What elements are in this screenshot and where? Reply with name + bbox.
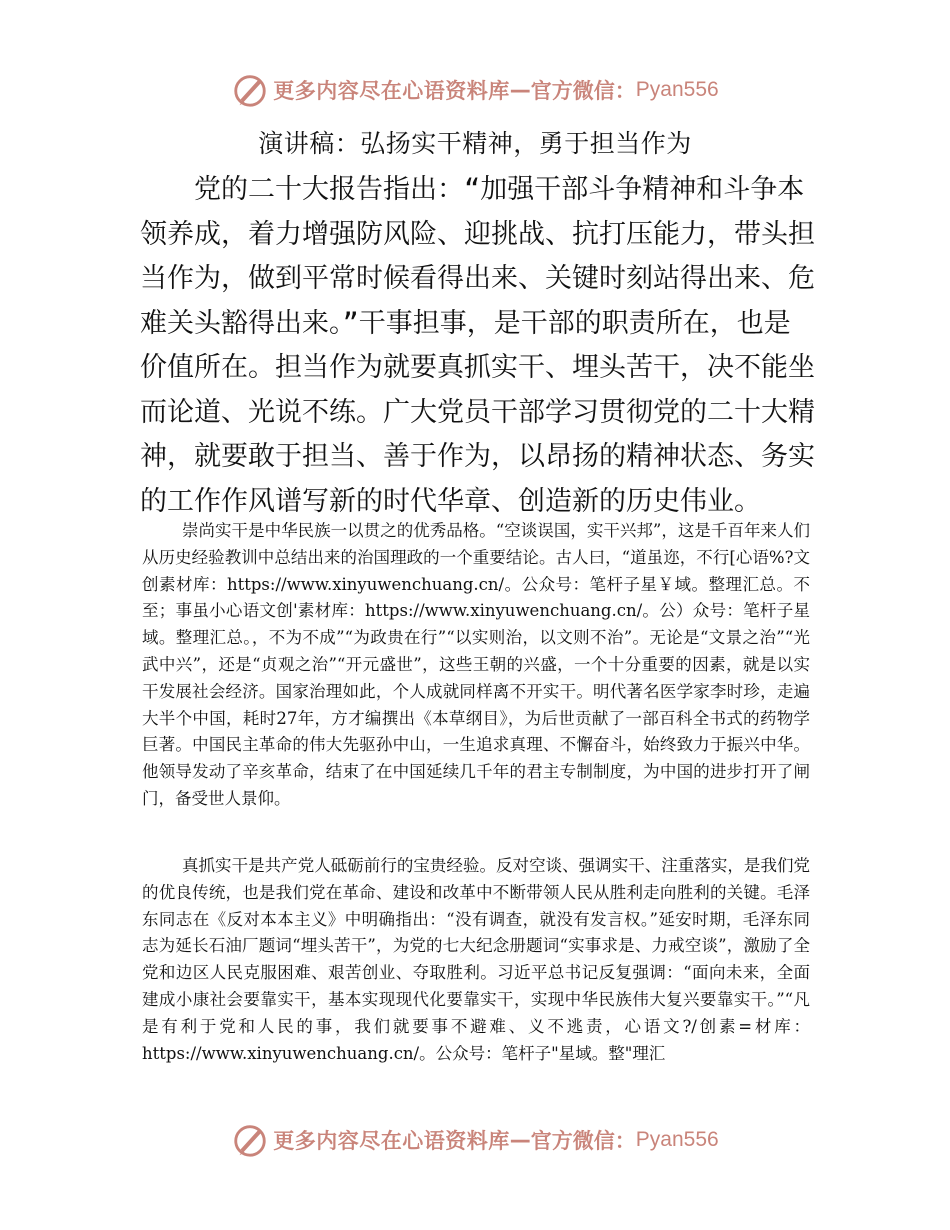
intro-paragraph: 党的二十大报告指出：“加强干部斗争精神和斗争本领养成，着力增强防风险、迎挑战、抗打压能力，带头担当作为，做到平常时候看得出来、关键时刻站得出来、危难关头豁得出来。”干事担事，是干部的职责所在，也是价值所在。担当作为就要真抓实干、埋头苦干，决不能坐而论道、光说不练。广大党员干部学习贯彻党的二十大精神，就要敢于担当、善于作为，以昂扬的精神状态、务实的工作作风谱写新的时代华章、创造新的历史伟业。 [140,174,815,517]
body-paragraph-1: 崇尚实干是中华民族一以贯之的优秀品格。“空谈误国，实干兴邦”，这是千百年来人们从历史经验教训中总结出来的治国理政的一个重要结论。古人曰，“道虽迩，不行[心语%?文创素材库：https://www.xinyuwenchuang.cn/。公众号：笔杆子星￥域。整理汇总。不至；事虽小心语文创'素材库：https://www.xinyuwenchuang.cn/。公）众号：笔杆子星域。整理汇总。，不为不成”“为政贵在行”“以实则治，以文则不治”。无论是“文景之治”“光武中兴”，还是“贞观之治”“开元盛世”，这些王朝的兴盛，一个十分重要的因素，就是以实干发展社会经济。国家治理如此，个人成就同样离不开实干。明代著名医学家李时珍，走遍大半个中国，耗时27年，方才编撰出《本草纲目》，为后世贡献了一部百科全书式的药物学巨著。中国民主革命的伟大先驱孙中山，一生追求真理、不懈奋斗，始终致力于振兴中华。他领导发动了辛亥革命，结束了在中国延续几千年的君主专制制度，为中国的进步打开了闸门，备受世人景仰。 [142,521,810,808]
banner-wechat-id: Pyan556 [635,1128,719,1151]
banner-separator: — [509,1128,531,1152]
header-banner [0,68,950,112]
banner-text: 更多内容尽在心语资料库 [273,79,510,103]
banner-separator: — [509,78,531,102]
banner-wechat-label: 官方微信： [530,1129,636,1153]
banner-text: 更多内容尽在心语资料库 [273,1129,510,1153]
quill-logo-icon [231,1121,269,1159]
quill-logo-icon [231,71,269,109]
body-paragraph-2: 真抓实干是共产党人砥砺前行的宝贵经验。反对空谈、强调实干、注重落实，是我们党的优良传统，也是我们党在革命、建设和改革中不断带领人民从胜利走向胜利的关键。毛泽东同志在《反对本本主义》中明确指出：“没有调查，就没有发言权。”延安时期，毛泽东同志为延长石油厂题词“埋头苦干”，为党的七大纪念册题词“实事求是、力戒空谈”，激励了全党和边区人民克服困难、艰苦创业、夺取胜利。习近平总书记反复强调：“面向未来，全面建成小康社会要靠实干，基本实现现代化要靠实干，实现中华民族伟大复兴要靠实干。”“凡是有利于党和人民的事，我们就要事不避难、义不逃责，心语文?/创素=材库：https://www.xinyuwenchuang.cn/。公众号：笔杆子"星域。整"理汇 [142,856,810,1063]
footer-banner [0,1118,950,1162]
banner-wechat-label: 官方微信： [530,79,636,103]
banner-wechat-id: Pyan556 [635,78,719,101]
document-title: 演讲稿：弘扬实干精神，勇于担当作为 [258,129,692,158]
